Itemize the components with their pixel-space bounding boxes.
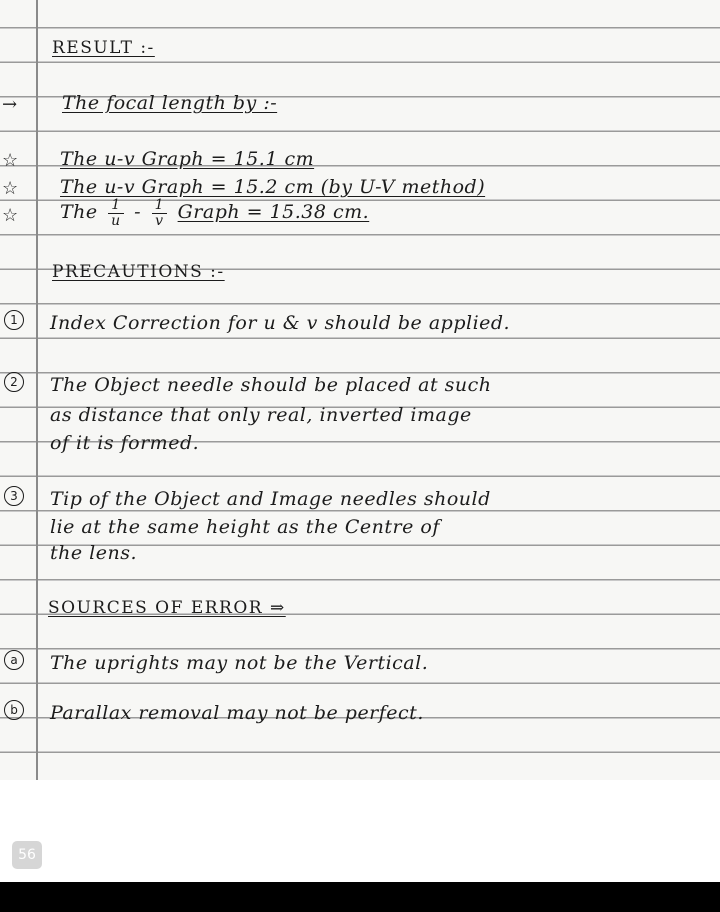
result-heading: RESULT :- xyxy=(52,38,155,58)
precaution-2-line-2: as distance that only real, inverted image xyxy=(50,404,472,426)
result-uv-method: The u-v Graph = 15.2 cm (by U-V method) xyxy=(60,176,486,198)
error-letter: b xyxy=(4,700,24,720)
result-reciprocal-graph xyxy=(60,198,369,228)
precaution-2-line-3: of it is formed. xyxy=(50,432,200,454)
precaution-number: 1 xyxy=(4,310,24,330)
star-icon: ☆ xyxy=(2,150,19,171)
star-icon: ☆ xyxy=(2,205,19,226)
page-number-badge: 56 xyxy=(12,841,42,869)
focal-heading: The focal length by :- xyxy=(62,92,278,114)
precaution-3-line-1: Tip of the Object and Image needles should xyxy=(50,488,491,510)
fraction-1-over-v: $\frac{1}{v}$ xyxy=(152,198,167,228)
minus-sign: - xyxy=(134,201,142,223)
error-b: Parallax removal may not be perfect. xyxy=(50,702,424,724)
reciprocal-suffix: Graph = 15.38 cm. xyxy=(177,201,370,223)
star-icon: ☆ xyxy=(2,178,19,199)
precaution-3-line-2: lie at the same height as the Centre of xyxy=(50,516,440,538)
error-a: The uprights may not be the Vertical. xyxy=(50,652,429,674)
precaution-number: 3 xyxy=(4,486,24,506)
precaution-2-line-1: The Object needle should be placed at such xyxy=(50,374,492,396)
reciprocal-prefix: The xyxy=(60,201,98,223)
precaution-3-line-3: the lens. xyxy=(50,542,138,564)
fraction-1-over-u: $\frac{1}{u}$ xyxy=(108,198,123,228)
sources-of-error-heading: SOURCES OF ERROR ⇒ xyxy=(48,598,286,618)
error-letter: a xyxy=(4,650,24,670)
precautions-heading: PRECAUTIONS :- xyxy=(52,262,225,282)
arrow-icon: → xyxy=(2,94,18,115)
precaution-1-line-1: Index Correction for u & v should be applied. xyxy=(50,312,511,334)
bottom-bar xyxy=(0,882,720,912)
result-uv-graph: The u-v Graph = 15.1 cm xyxy=(60,148,315,170)
precaution-number: 2 xyxy=(4,372,24,392)
margin-line xyxy=(36,0,38,780)
